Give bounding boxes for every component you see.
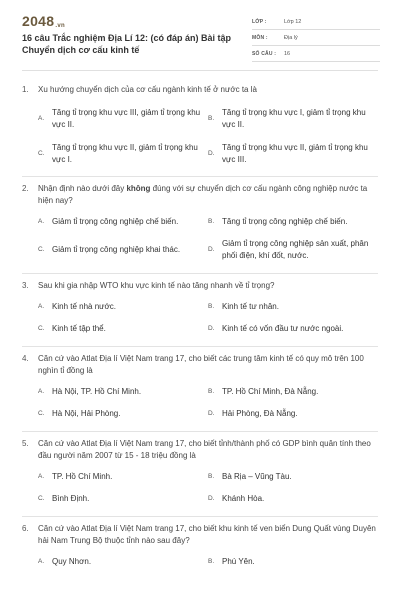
- header-divider: [22, 70, 378, 71]
- option-letter: B.: [208, 115, 215, 122]
- option-letter: A.: [38, 558, 45, 565]
- question-number: 5.: [22, 439, 29, 448]
- option-d[interactable]: [208, 403, 378, 425]
- question-text: Nhận định nào dưới đây không đúng với sự chuyển dịch cơ cấu ngành công nghiệp nước ta hiện nay?: [38, 184, 368, 205]
- question-number: 6.: [22, 524, 29, 533]
- option-text: Tăng tỉ trọng công nghiệp chế biến.: [222, 217, 348, 226]
- option-letter: A.: [38, 218, 45, 225]
- meta-label: MÔN :: [252, 34, 268, 41]
- option-text: Hải Phòng, Đà Nẵng.: [222, 409, 298, 418]
- question-text: Xu hướng chuyển dịch của cơ cấu ngành kinh tế ở nước ta là: [38, 85, 257, 94]
- question-text: Căn cứ vào Atlat Địa lí Việt Nam trang 17, cho biết các trung tâm kinh tế có quy mô trên 100 nghìn tỉ đồng là: [38, 354, 364, 375]
- option-letter: D.: [208, 325, 215, 332]
- option-a[interactable]: [38, 551, 208, 573]
- option-letter: B.: [208, 303, 215, 310]
- option-text: Kinh tế tập thể.: [52, 324, 106, 333]
- meta-value: 16: [284, 50, 291, 57]
- option-c[interactable]: [38, 233, 208, 267]
- option-text: Bình Định.: [52, 494, 90, 503]
- option-text: Bà Rịa – Vũng Tàu.: [222, 472, 292, 481]
- question-text: Căn cứ vào Atlat Địa lí Việt Nam trang 17, cho biết tỉnh/thành phố có GDP bình quân tính theo đầu người năm 2007 từ 15 - 18 triệu đồng là: [38, 439, 371, 460]
- option-b[interactable]: [208, 551, 378, 573]
- option-text: TP. Hồ Chí Minh.: [52, 472, 113, 481]
- option-letter: C.: [38, 325, 45, 332]
- header: [0, 0, 400, 66]
- document-title: 16 câu Trắc nghiệm Địa Lí 12: (có đáp án) Bài tập Chuyển dịch cơ cấu kinh tế: [22, 33, 232, 55]
- option-letter: C.: [38, 495, 45, 502]
- option-d[interactable]: [208, 233, 378, 267]
- option-a[interactable]: [38, 296, 208, 318]
- option-text: Kinh tế nhà nước.: [52, 302, 116, 311]
- option-text: Khánh Hòa.: [222, 494, 265, 503]
- question-5: [0, 432, 400, 510]
- option-d[interactable]: [208, 318, 378, 340]
- option-b[interactable]: [208, 211, 378, 233]
- question-text: Sau khi gia nhập WTO khu vực kinh tế nào tăng nhanh về tỉ trọng?: [38, 281, 275, 290]
- option-a[interactable]: [38, 381, 208, 403]
- option-b[interactable]: [208, 296, 378, 318]
- question-emphasis: không: [126, 184, 151, 193]
- option-letter: B.: [208, 558, 215, 565]
- option-letter: C.: [38, 410, 45, 417]
- meta-value: Địa lý: [284, 34, 298, 41]
- question-list: [0, 78, 400, 573]
- option-letter: B.: [208, 473, 215, 480]
- meta-value: Lớp 12: [284, 18, 302, 25]
- option-d[interactable]: [208, 138, 378, 170]
- question-1: [0, 78, 400, 170]
- meta-row-count: [252, 46, 380, 62]
- option-text: Giảm tỉ trọng công nghiệp chế biến.: [52, 217, 179, 226]
- option-letter: A.: [38, 115, 45, 122]
- question-text: Căn cứ vào Atlat Địa lí Việt Nam trang 17, cho biết khu kinh tế ven biển Dung Quất vùng Duyên hải Nam Trung Bộ thuộc tỉnh nào sau đây?: [38, 524, 376, 545]
- option-text: Kinh tế tư nhân.: [222, 302, 279, 311]
- option-c[interactable]: [38, 318, 208, 340]
- option-letter: A.: [38, 473, 45, 480]
- question-number: 3.: [22, 281, 29, 290]
- option-d[interactable]: [208, 488, 378, 510]
- option-letter: D.: [208, 150, 215, 157]
- option-letter: C.: [38, 150, 45, 157]
- option-c[interactable]: [38, 488, 208, 510]
- option-a[interactable]: [38, 211, 208, 233]
- option-text: Tăng tỉ trọng khu vực II, giảm tỉ trọng khu vực I.: [52, 143, 198, 164]
- option-text: Quy Nhơn.: [52, 557, 92, 566]
- option-b[interactable]: [208, 466, 378, 488]
- question-3: [0, 274, 400, 340]
- option-letter: D.: [208, 246, 215, 253]
- question-number: 4.: [22, 354, 29, 363]
- option-c[interactable]: [38, 403, 208, 425]
- option-text: Kinh tế có vốn đầu tư nước ngoài.: [222, 324, 344, 333]
- option-a[interactable]: [38, 466, 208, 488]
- option-text: Giảm tỉ trọng công nghiệp sản xuất, phân phối điện, khí đốt, nước.: [222, 239, 369, 260]
- option-letter: A.: [38, 303, 45, 310]
- option-letter: D.: [208, 495, 215, 502]
- meta-label: SỐ CÂU :: [252, 50, 277, 57]
- option-b[interactable]: [208, 104, 378, 134]
- option-b[interactable]: [208, 381, 378, 403]
- option-letter: A.: [38, 388, 45, 395]
- logo-suffix: .vn: [55, 23, 65, 29]
- option-letter: C.: [38, 246, 45, 253]
- option-letter: B.: [208, 388, 215, 395]
- meta-row-class: [252, 14, 380, 30]
- question-6: [0, 517, 400, 573]
- site-logo[interactable]: [22, 13, 65, 29]
- option-text: TP. Hồ Chí Minh, Đà Nẵng.: [222, 387, 319, 396]
- option-text: Hà Nội, Hải Phòng.: [52, 409, 121, 418]
- option-a[interactable]: [38, 104, 208, 134]
- option-text: Giảm tỉ trọng công nghiệp khai thác.: [52, 245, 181, 254]
- option-c[interactable]: [38, 138, 208, 170]
- question-4: [0, 347, 400, 425]
- question-number: 2.: [22, 184, 29, 193]
- option-letter: D.: [208, 410, 215, 417]
- logo-text: 2048: [22, 13, 55, 29]
- option-letter: B.: [208, 218, 215, 225]
- option-text: Hà Nội, TP. Hồ Chí Minh.: [52, 387, 142, 396]
- meta-table: [252, 14, 380, 62]
- option-text: Phú Yên.: [222, 557, 255, 566]
- meta-row-subject: [252, 30, 380, 46]
- meta-label: LỚP :: [252, 18, 267, 25]
- question-number: 1.: [22, 85, 29, 94]
- option-text: Tăng tỉ trọng khu vực I, giảm tỉ trọng khu vực II.: [222, 108, 366, 129]
- question-2: [0, 177, 400, 267]
- option-text: Tăng tỉ trọng khu vực II, giảm tỉ trọng khu vực III.: [222, 143, 368, 164]
- option-text: Tăng tỉ trọng khu vực III, giảm tỉ trọng khu vực II.: [52, 108, 201, 129]
